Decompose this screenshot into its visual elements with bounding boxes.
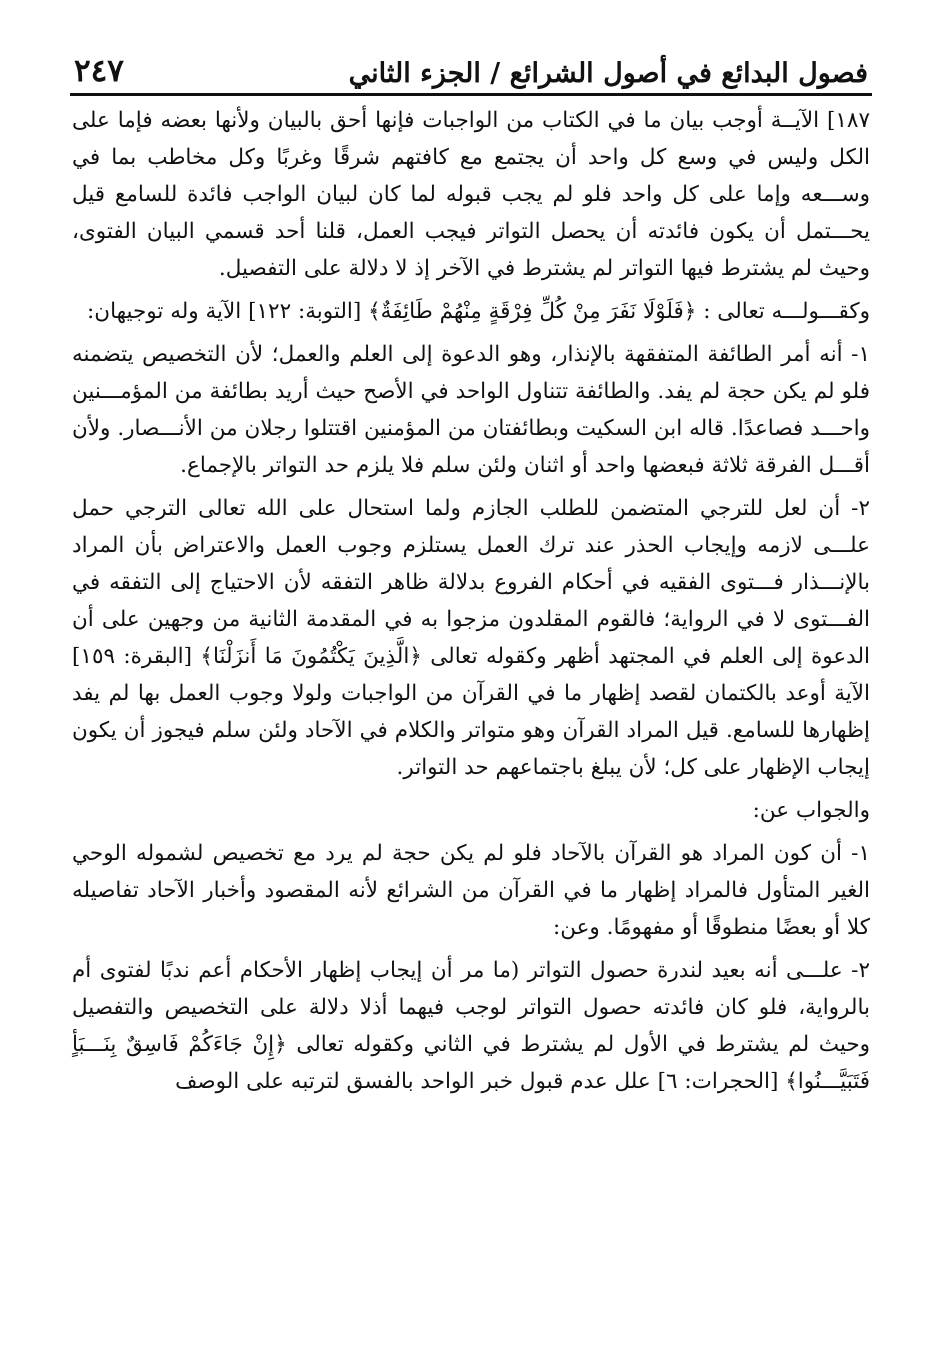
paragraph-answer-1: ١- أن كون المراد هو القرآن بالآحاد فلو لم يكن حجة لم يرد مع تخصيص لشموله الوحي الغير المتأول فالمراد إظهار ما في القرآن من الشرائع لأنه المقصود وأخبار الآحاد تفاصيله كلا أو بعضًا منطوقًا أو مفهومًا. وعن: bbox=[72, 841, 870, 940]
paragraph-answer-heading: والجواب عن: bbox=[752, 798, 870, 823]
paragraph-verse-tawbah: وكقـــولـــه تعالى : ﴿فَلَوْلَا نَفَرَ مِنْ كُلِّ فِرْقَةٍ مِنْهُمْ طَائِفَةٌ﴾ [التوبة: ١٢٢] الآية وله توجيهان: bbox=[87, 299, 870, 324]
paragraph-point-2: ٢- أن لعل للترجي المتضمن للطلب الجازم ولما استحال على الله تعالى الترجي حمل علـــى لازمه وإيجاب الحذر عند ترك العمل يستلزم وجوب العمل والاعتراض بأن المراد بالإنـــذار فـــتوى الفقيه في أحكام الفروع بدلالة ظاهر التفقه لأن الاحتياج إلى التفقه في الفـــتوى لا في الرواية؛ فالقوم المقلدون مزجوا به في المقدمة الثانية من وجهين على أن الدعوة إلى العلم في المجتهد أظهر وكقوله تعالى ﴿الَّذِينَ يَكْتُمُونَ مَا أَنزَلْنَا﴾ [البقرة: ١٥٩] الآية أوعد بالكتمان لقصد إظهار ما في القرآن من الواجبات ولولا وجوب العمل بها لم يفد إظهارها للسامع. قيل المراد القرآن وهو متواتر والكلام في الآحاد ولئن سلم فيجوز أن يكون إيجاب الإظهار على كل؛ لأن يبلغ باجتماعهم حد التواتر. bbox=[72, 496, 870, 780]
paragraph-hadith-argument: ١٨٧] الآيــة أوجب بيان ما في الكتاب من الواجبات فإنها أحق بالبيان ولأنها بعضه فإما على الكل وليس في وسع كل واحد أن يجتمع مع كافتهم شرقًا وغربًا وكل مخاطب بما في وســـعه وإما على كل واحد فلو لم يجب قبوله لما كان لبيان الواجب فائدة للسامع قيل يحـــتمل أن يكون فائدته أن يحصل التواتر فيجب العمل، قلنا أحد قسمي البيان الفتوى، وحيث لم يشترط فيها التواتر لم يشترط في الآخر إذ لا دلالة على التفصيل. bbox=[72, 108, 870, 281]
paragraph-answer-2: ٢- علـــى أنه بعيد لندرة حصول التواتر (ما مر أن إيجاب إظهار الأحكام أعم ندبًا لفتوى أم بالرواية، فلو كان فائدته حصول التواتر لوجب فيهما أذلا دلالة على التخصيص والتفصيل وحيث لم يشترط في الأول لم يشترط في الثاني وكقوله تعالى ﴿إِنْ جَاءَكُمْ فَاسِقٌ بِنَـــبَأٍ فَتَبَيَّـــنُوا﴾ [الحجرات: ٦] علل عدم قبول خبر الواحد بالفسق لترتبه على الوصف bbox=[72, 958, 870, 1094]
page-body bbox=[70, 96, 872, 1100]
paragraph-point-1: ١- أنه أمر الطائفة المتفقهة بالإنذار، وهو الدعوة إلى العلم والعمل؛ لأن التخصيص يتضمنه فلو لم يكن حجة لم يفد. والطائفة تتناول الواحد في الأصح حيث أريد بطائفة من المؤمـــنين واحـــد فصاعدًا. قاله ابن السكيت وبطائفتان من المؤمنين اقتتلوا رجلان من الأنـــصار. ولأن أقـــل الفرقة ثلاثة فبعضها واحد أو اثنان ولئن سلم فلا يلزم حد التواتر بالإجماع. bbox=[72, 342, 870, 478]
page-number: ٢٤٧ bbox=[74, 53, 124, 89]
running-title: فصول البدائع في أصول الشرائع / الجزء الثاني bbox=[348, 58, 868, 89]
page-header bbox=[70, 38, 872, 96]
